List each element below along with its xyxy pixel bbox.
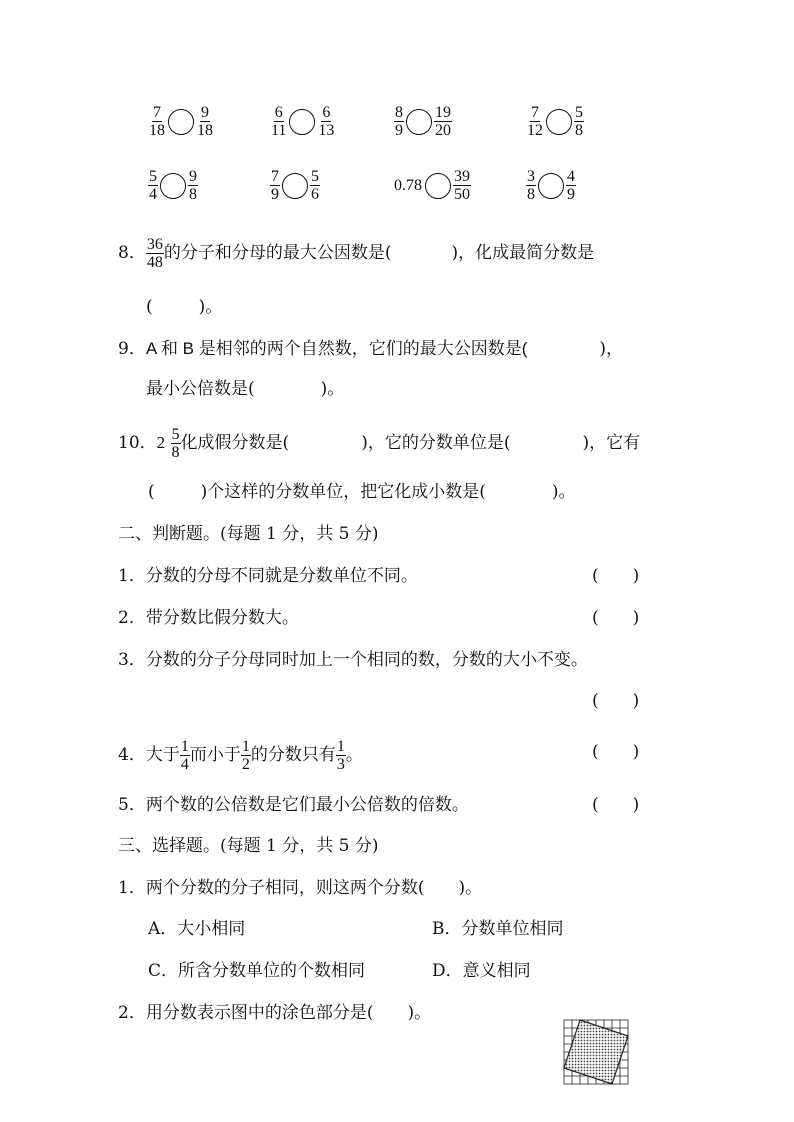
fraction: $\frac{9}{18}$ (197, 104, 213, 139)
comparison-item (394, 104, 452, 139)
question-9: 9．A 和 B 是相邻的两个自然数，它们的最大公因数是( )， (118, 339, 624, 359)
fraction: $\frac{39}{50}$ (454, 168, 470, 203)
comparison-item (148, 104, 214, 139)
judge-item-5: 5．两个数的公倍数是它们最小公倍数的倍数。 (118, 795, 469, 815)
fraction: $\frac{9}{8}$ (189, 168, 197, 203)
answer-paren[interactable]: ( ) (592, 566, 640, 586)
option-a[interactable]: A．大小相同 (148, 919, 246, 939)
fraction: $\frac{5}{8}$ (575, 104, 583, 139)
compare-circle[interactable] (538, 173, 564, 199)
fraction: $\frac{6}{11}$ (271, 104, 287, 139)
judge-item-4: 4．大于 $\frac{1}{4}$ 而小于 $\frac{1}{2}$ 的分数只有 $\frac{1}{3}$ 。 (118, 738, 363, 773)
fraction: $\frac{8}{9}$ (395, 104, 403, 139)
comparison-item (148, 168, 198, 203)
question-10-line2: ( )个这样的分数单位，把它化成小数是( )。 (148, 482, 576, 502)
compare-circle[interactable] (289, 109, 315, 135)
question-9-line2: 最小公倍数是( )。 (146, 379, 345, 399)
option-b[interactable]: B．分数单位相同 (432, 919, 564, 939)
question-number: 9． (118, 339, 146, 359)
fraction: $\frac{7}{18}$ (149, 104, 165, 139)
fraction: $\frac{3}{8}$ (527, 168, 535, 203)
choice-question-1: 1．两个分数的分子相同，则这两个分数( )。 (118, 878, 483, 898)
compare-circle[interactable] (406, 109, 432, 135)
fraction: $\frac{1}{2}$ (241, 738, 250, 773)
comparison-item (270, 168, 320, 203)
compare-circle[interactable] (168, 109, 194, 135)
fraction: $\frac{7}{9}$ (271, 168, 279, 203)
fraction: $\frac{1}{4}$ (180, 738, 189, 773)
fraction: $\frac{36}{48}$ (146, 236, 163, 271)
comparison-item (526, 168, 576, 203)
question-number: 10． (118, 433, 157, 453)
grid-tilted-square-icon (562, 1018, 632, 1086)
section-2-title: 二、判断题。(每题 1 分，共 5 分) (118, 524, 379, 544)
comparison-item (394, 168, 471, 203)
option-c[interactable]: C．所含分数单位的个数相同 (148, 961, 366, 981)
comparison-item (526, 104, 584, 139)
fraction: $\frac{4}{9}$ (567, 168, 575, 203)
compare-circle[interactable] (160, 173, 186, 199)
question-8-line2: ( )。 (146, 297, 223, 317)
judge-item-1: 1．分数的分母不同就是分数单位不同。 (118, 566, 418, 586)
compare-circle[interactable] (546, 109, 572, 135)
fraction: $\frac{1}{3}$ (336, 738, 345, 773)
fraction: $\frac{7}{12}$ (527, 104, 543, 139)
question-10: 10．2 $\frac{5}{8}$ 化成假分数是( )，它的分数单位是( )，它有 (118, 426, 641, 461)
judge-item-3: 3．分数的分子分母同时加上一个相同的数，分数的大小不变。 (118, 650, 588, 670)
answer-paren[interactable]: ( ) (592, 795, 640, 815)
question-8: 8． $\frac{36}{48}$ 的分子和分母的最大公因数是( )，化成最简分数是 (118, 236, 595, 271)
answer-paren[interactable]: ( ) (592, 608, 640, 628)
fraction: $\frac{6}{13}$ (318, 104, 335, 139)
answer-paren[interactable]: ( ) (592, 742, 640, 762)
fraction: $\frac{5}{6}$ (311, 168, 319, 203)
section-3-title: 三、选择题。(每题 1 分，共 5 分) (118, 836, 379, 856)
fraction: $\frac{19}{20}$ (435, 104, 451, 139)
fraction: $\frac{5}{4}$ (149, 168, 157, 203)
compare-circle[interactable] (425, 173, 451, 199)
judge-item-2: 2．带分数比假分数大。 (118, 608, 299, 628)
option-d[interactable]: D．意义相同 (432, 961, 531, 981)
decimal-value: 0.78 (394, 176, 422, 194)
fraction: $\frac{5}{8}$ (171, 426, 180, 461)
choice-question-2: 2．用分数表示图中的涂色部分是( )。 (118, 1003, 432, 1023)
answer-paren[interactable]: ( ) (592, 691, 640, 711)
compare-circle[interactable] (282, 173, 308, 199)
question-number: 8． (118, 243, 146, 263)
comparison-item (270, 104, 335, 139)
